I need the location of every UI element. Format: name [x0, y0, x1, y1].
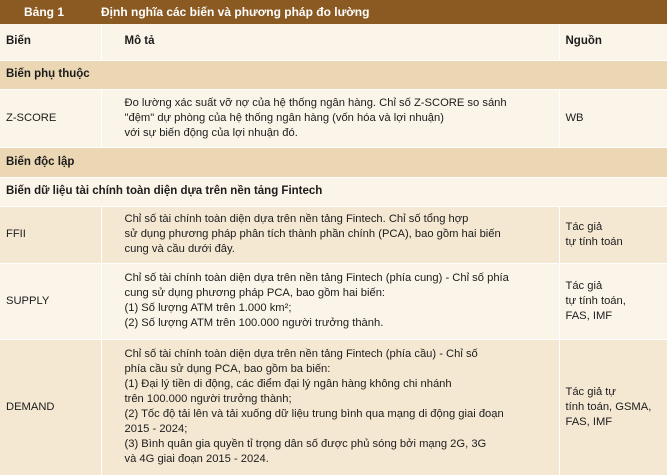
description-line: trên 100.000 người trưởng thành; [124, 393, 292, 405]
description-line: với sự biến động của lợi nhuận đó. [124, 126, 298, 139]
description-line: (2) Tốc độ tải lên và tải xuống dữ liệu trung bình qua mạng di động giai đoạn [124, 408, 504, 420]
description-line: (1) Số lượng ATM trên 1.000 km²; [124, 302, 292, 314]
table-row [0, 89, 667, 147]
description-line: Chỉ số tài chính toàn diện dựa trên nền tảng Fintech (phía cung) - Chỉ số phía [124, 272, 509, 284]
source-line: FAS, IMF [565, 415, 613, 428]
description-line: Chỉ số tài chính toàn diện dựa trên nền tảng Fintech (phía cầu) - Chỉ số [124, 348, 478, 360]
row-variable: Z-SCORE [0, 89, 101, 147]
source-line: Tác giả [565, 220, 603, 233]
header-variable: Biến [0, 24, 101, 60]
description-line: Chỉ số tài chính toàn diện dựa trên nền tảng Fintech. Chỉ số tổng hợp [124, 213, 469, 225]
row-source [559, 89, 667, 147]
description-line: cung và cầu dưới đây. [124, 243, 235, 255]
section-independent [0, 147, 667, 177]
description-line: (2) Số lượng ATM trên 100.000 người trưởng thành. [124, 317, 384, 329]
row-variable: DEMAND [0, 339, 101, 475]
variables-table [0, 24, 667, 476]
row-source [559, 339, 667, 475]
description-line: (3) Bình quân gia quyền tỉ trọng dân số được phủ sóng bởi mạng 2G, 3G [124, 438, 487, 450]
section-independent-label: Biến độc lập [0, 147, 667, 177]
row-description [101, 339, 559, 475]
description-line: sử dụng phương pháp phân tích thành phần chính (PCA), bao gồm hai biến [124, 228, 501, 240]
description-line: và 4G giai đoạn 2015 - 2024. [124, 453, 269, 465]
row-description [101, 263, 559, 339]
row-description [101, 206, 559, 263]
source-line: Tác giả tự [565, 385, 616, 398]
source-line: tính toán, GSMA, [565, 400, 652, 413]
table-header-row [0, 24, 667, 60]
description-line: phía cầu sử dụng PCA, bao gồm ba biến: [124, 363, 331, 375]
section-fintech-group-label: Biến dữ liệu tài chính toàn diện dựa trên nền tảng Fintech [0, 177, 667, 206]
table-row [0, 263, 667, 339]
header-source: Nguồn [559, 24, 667, 60]
description-line: cung sử dụng phương pháp PCA, bao gồm hai biến: [124, 287, 386, 299]
source-line: WB [565, 111, 584, 124]
description-line: 2015 - 2024; [124, 423, 188, 435]
source-line: FAS, IMF [565, 309, 613, 322]
row-source [559, 263, 667, 339]
table-title-bar [0, 0, 667, 24]
table-row [0, 206, 667, 263]
table-title: Định nghĩa các biến và phương pháp đo lường [101, 5, 370, 19]
row-source [559, 206, 667, 263]
description-line: (1) Đại lý tiền di động, các điểm đại lý ngân hàng không chi nhánh [124, 378, 452, 390]
source-line: tự tính toán [565, 235, 623, 248]
row-variable: SUPPLY [0, 263, 101, 339]
description-line: Đo lường xác suất vỡ nợ của hệ thống ngân hàng. Chỉ số Z-SCORE so sánh [124, 96, 507, 109]
section-dependent-label: Biến phụ thuộc [0, 60, 667, 89]
header-description: Mô tả [101, 24, 559, 60]
table-label: Bảng 1 [24, 5, 65, 19]
description-line: "đệm" dự phòng của hệ thống ngân hàng (vốn hóa và lợi nhuận) [124, 111, 444, 124]
row-description [101, 89, 559, 147]
section-fintech-group [0, 177, 667, 206]
row-variable: FFII [0, 206, 101, 263]
source-line: Tác giả [565, 279, 603, 292]
table-row [0, 339, 667, 475]
source-line: tự tính toán, [565, 294, 626, 307]
section-dependent [0, 60, 667, 89]
